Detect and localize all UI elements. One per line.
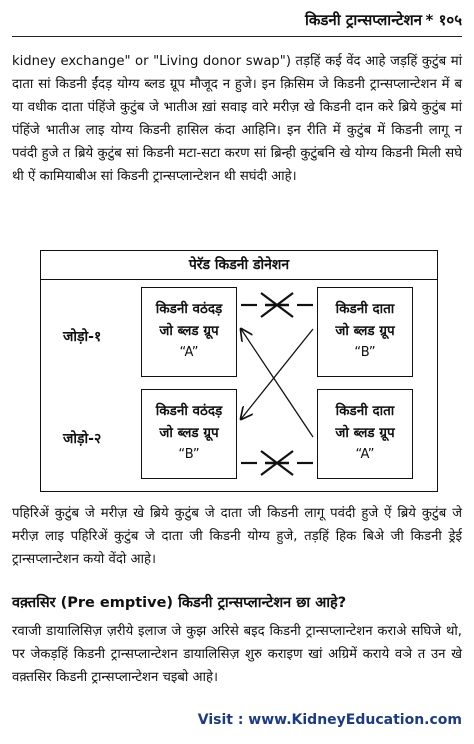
blood-group-value: “A” <box>355 447 375 462</box>
donor-box-2 <box>317 389 413 479</box>
paragraph-exchange-explained: पहिरिअें कुटुंब जे मरीज़ खे ब्रिये कुटुंब जे दाता जी किडनी लागू पवंदी हुजे ऐं ब्रिये कुटुंब जे मरीज़ लाइ पहिरिअें कुटुंब जे दाता जी किडनी योग्य हुजे, तड़हिं हिक बिअे जी किडनी ड्रेई ट्रान्सप्लान्टेशन कयो वेंदो आहे। <box>12 506 462 567</box>
blood-group-label: जो ब्लड ग्रूप <box>335 425 395 441</box>
arrow-donor2-to-recipient1 <box>241 329 313 437</box>
blood-group-value: “B” <box>354 345 376 360</box>
paragraph-intro: kidney exchange" or "Living donor swap") तड़हिं कई वेंद आहे जड़हिं कुटुंब मां दाता सां किडनी ईंदड़ योग्य ब्लड ग्रूप मौजूद न हुजे। इन क़िसिम जे किडनी ट्रान्सप्लान्टेशन में ब या वधीक दाता पंहिंजे कुटुंब जे भातीअ ख़ां सवाइ वारे मरीज़ खे किडनी दान करे ब्रिये कुटुंब मां पंहिंजे भातीअ लाइ योग्य किडनी हासिल कंदा आहिनि। इन रीति में कुटुंब में किडनी लागू न पवंदी हुजे त ब्रिये कुटुंब सां किडनी मटा-सटा करण सां ब्रिन्ही कुटुंबनि खे योग्य किडनी मिली सघे थी ऐं कामियाबीअ सां किडनी ट्रान्सप्लान्टेशन थी सघंदी आहे। <box>12 54 462 184</box>
section-heading: वक़्तसिर (Pre emptive) किडनी ट्रान्सप्लान्टेशन छा आहे? <box>12 595 347 611</box>
page-number-value: १०५ <box>438 11 462 29</box>
website-link[interactable]: Visit : www.KidneyEducation.com <box>197 712 462 728</box>
arrow-donor1-to-recipient2 <box>241 329 313 419</box>
blood-group-label: जो ब्लड ग्रूप <box>159 425 219 441</box>
recipient-label: किडनी वठंदड़ <box>155 403 223 419</box>
page-header <box>0 6 474 34</box>
recipient-box-2 <box>141 389 237 479</box>
recipient-box-1 <box>141 287 237 377</box>
donor-label: किडनी दाता <box>335 403 395 419</box>
blood-group-value: “A” <box>179 345 199 360</box>
blocked-link-pair-1 <box>241 293 313 317</box>
pair-label-1: जोड़ो-१ <box>63 329 102 345</box>
blocked-link-pair-2 <box>241 451 313 475</box>
donor-label: किडनी दाता <box>335 301 395 317</box>
header-divider <box>12 36 462 37</box>
running-title: किडनी ट्रान्सप्लान्टेशन <box>304 11 422 29</box>
blood-group-value: “B” <box>178 447 200 462</box>
page-number: * १०५ <box>425 11 462 29</box>
blood-group-label: जो ब्लड ग्रूप <box>159 323 219 339</box>
recipient-label: किडनी वठंदड़ <box>155 301 223 317</box>
paired-donation-diagram <box>40 250 438 492</box>
blood-group-label: जो ब्लड ग्रूप <box>335 323 395 339</box>
donor-box-1 <box>317 287 413 377</box>
diagram-title: पेरॅड किडनी डोनेशन <box>41 251 437 280</box>
paragraph-pre-emptive: रवाजी डायालिसिज़ ज़रीये इलाज जे कुझ अरिसे बइद किडनी ट्रान्सप्लान्टेशन कराअे सघिजे थो, पर जेकड़हिं किडनी ट्रान्सप्लान्टेशन डायालिसिज़ शुरु कराइण खां अग्रिमें कराये वञे त उन खे वक़्तसिर किडनी ट्रान्सप्लान्टेशन चइबो आहे। <box>12 624 462 685</box>
pair-label-2: जोड़ो-२ <box>63 431 102 447</box>
